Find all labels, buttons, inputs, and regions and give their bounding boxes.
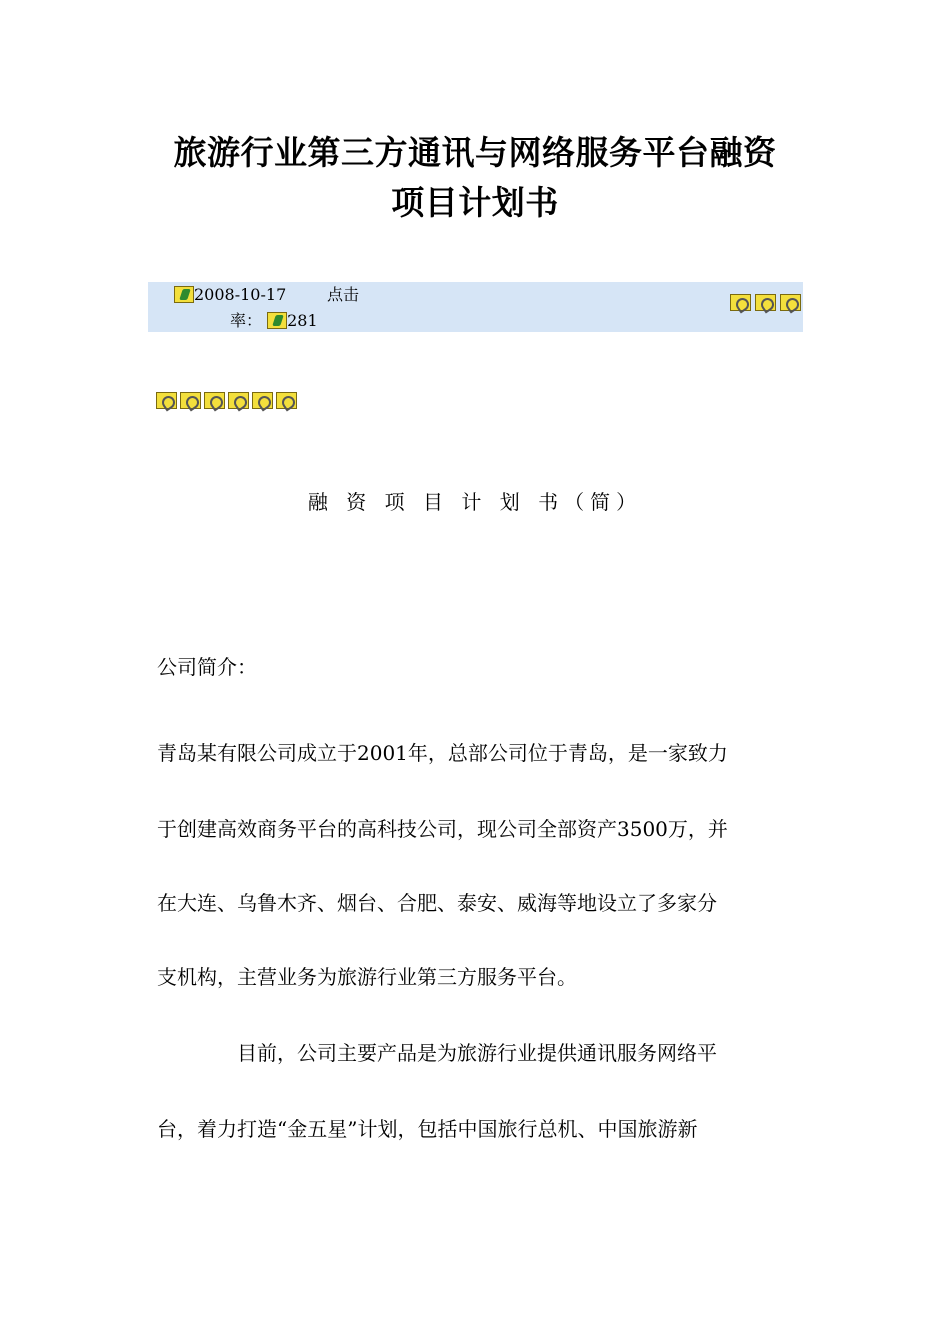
clicks-count: 281 — [287, 311, 318, 330]
page-icon — [730, 294, 751, 311]
paragraph-line: 在大连、乌鲁木齐、烟台、合肥、泰安、威海等地设立了多家分 — [157, 891, 717, 915]
title-line-2: 项目计划书 — [391, 183, 559, 222]
section-heading: 公司简介： — [157, 655, 257, 679]
clicks-icon — [267, 312, 287, 329]
page-icon — [228, 392, 249, 409]
meta-line-1 — [174, 285, 359, 305]
page-icon — [755, 294, 776, 311]
page-icon — [204, 392, 225, 409]
icon-row — [156, 392, 297, 409]
meta-bar — [148, 282, 803, 332]
paragraph-line: 台，着力打造“金五星”计划，包括中国旅行总机、中国旅游新 — [157, 1117, 698, 1141]
page-icon — [180, 392, 201, 409]
paragraph-line: 目前，公司主要产品是为旅游行业提供通讯服务网络平 — [237, 1041, 717, 1065]
document-title — [150, 128, 800, 228]
meta-icons — [730, 294, 801, 311]
document-subtitle: 融 资 项 目 计 划 书（简） — [307, 490, 643, 514]
page-icon — [276, 392, 297, 409]
page-icon — [156, 392, 177, 409]
date-icon — [174, 286, 194, 303]
title-line-1: 旅游行业第三方通讯与网络服务平台融资 — [173, 133, 777, 172]
meta-line-2 — [230, 311, 318, 331]
paragraph-line: 支机构，主营业务为旅游行业第三方服务平台。 — [157, 965, 577, 989]
paragraph-line: 青岛某有限公司成立于2001年，总部公司位于青岛，是一家致力 — [157, 741, 728, 765]
paragraph-line: 于创建高效商务平台的高科技公司，现公司全部资产3500万，并 — [157, 817, 728, 841]
clicks-label: 点击 — [326, 285, 359, 304]
page-icon — [252, 392, 273, 409]
page-icon — [780, 294, 801, 311]
post-date: 2008-10-17 — [194, 285, 287, 304]
clicks-label-rate: 率： — [230, 311, 263, 330]
